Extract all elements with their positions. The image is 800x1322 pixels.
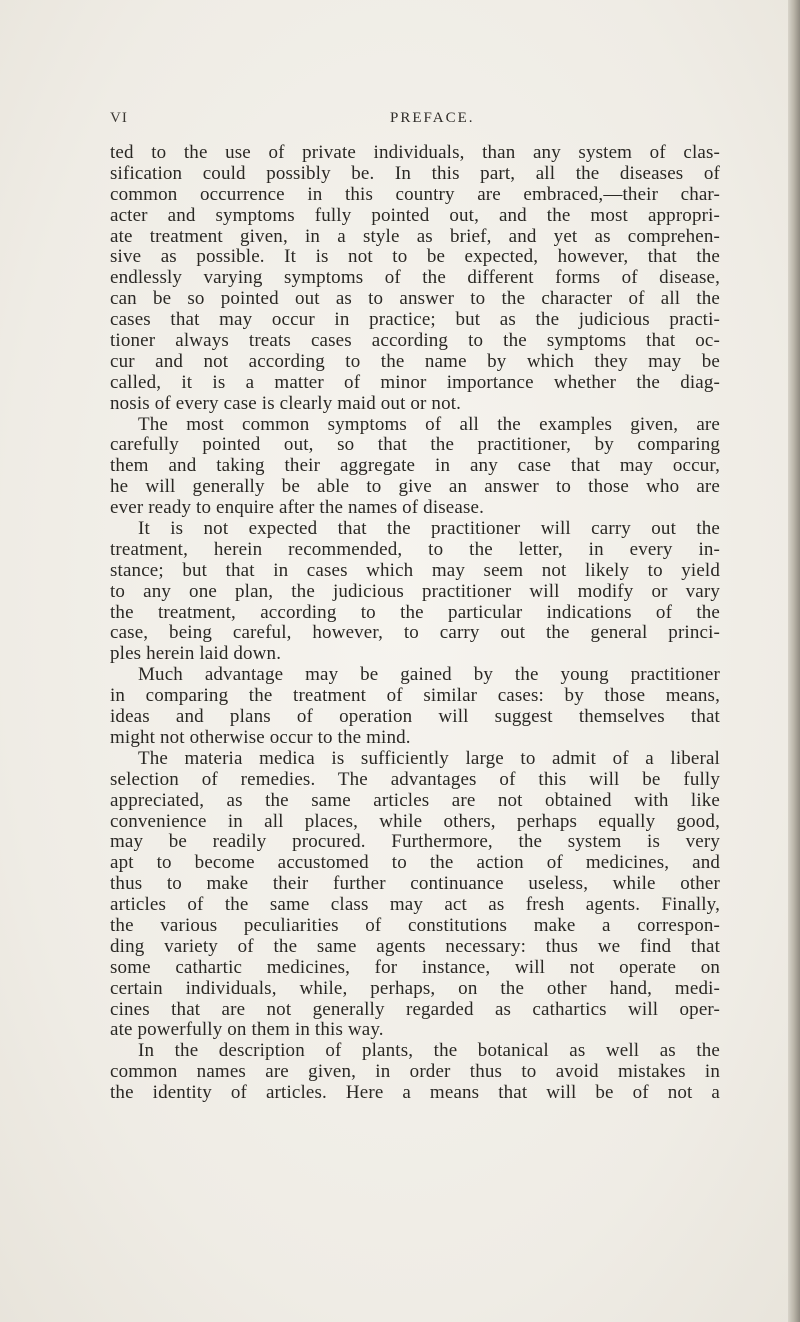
text-line: endlessly varying symptoms of the different forms of disease, xyxy=(110,267,720,289)
text-line: he will generally be able to give an answer to those who are xyxy=(110,476,720,498)
text-line: called, it is a matter of minor importance whether the diag- xyxy=(110,371,720,393)
text-line: ever ready to enquire after the names of disease. xyxy=(110,497,484,519)
page-edge-shadow xyxy=(788,0,800,1322)
text-line: some cathartic medicines, for instance, will not operate on xyxy=(110,956,720,978)
text-line: ples herein laid down. xyxy=(110,643,282,665)
text-line: them and taking their aggregate in any case that may occur, xyxy=(110,455,720,477)
text-line: cines that are not generally regarded as cathartics will oper- xyxy=(110,998,720,1020)
text-line: tioner always treats cases according to the symptoms that oc- xyxy=(110,330,720,352)
text-line: ding variety of the same agents necessary: thus we find that xyxy=(110,935,720,957)
page-number: VI xyxy=(110,110,128,126)
text-line: acter and symptoms fully pointed out, and the most appropri- xyxy=(110,204,720,226)
text-line: can be so pointed out as to answer to the character of all the xyxy=(110,288,720,310)
text-line: cur and not according to the name by which they may be xyxy=(110,350,720,372)
text-line: may be readily procured. Furthermore, the system is very xyxy=(110,831,720,853)
text-line: to any one plan, the judicious practitioner will modify or vary xyxy=(110,580,720,602)
text-line: sive as possible. It is not to be expected, however, that the xyxy=(110,246,720,268)
text-line: The materia medica is sufficiently large to admit of a liberal xyxy=(138,747,720,769)
text-line: thus to make their further continuance useless, while other xyxy=(110,873,720,895)
text-line: Much advantage may be gained by the young practitioner xyxy=(138,664,720,686)
text-line: convenience in all places, while others, perhaps equally good, xyxy=(110,810,720,832)
text-line: in comparing the treatment of similar cases: by those means, xyxy=(110,685,720,707)
text-line: In the description of plants, the botanical as well as the xyxy=(138,1040,720,1062)
text-line: carefully pointed out, so that the practitioner, by comparing xyxy=(110,434,720,456)
text-line: selection of remedies. The advantages of this will be fully xyxy=(110,768,720,790)
text-line: sification could possibly be. In this part, all the diseases of xyxy=(110,162,720,184)
text-line: common occurrence in this country are embraced,—their char- xyxy=(110,183,720,205)
text-line: The most common symptoms of all the examples given, are xyxy=(138,413,720,435)
text-line: apt to become accustomed to the action of medicines, and xyxy=(110,852,720,874)
text-line: might not otherwise occur to the mind. xyxy=(110,726,411,748)
text-line: the various peculiarities of constitutions make a correspon- xyxy=(110,914,720,936)
text-line: ted to the use of private individuals, than any system of clas- xyxy=(110,142,720,163)
text-line: ate powerfully on them in this way. xyxy=(110,1019,384,1041)
text-line: ate treatment given, in a style as brief, and yet as comprehen- xyxy=(110,225,720,247)
text-line: It is not expected that the practitioner will carry out the xyxy=(138,518,720,540)
text-line: nosis of every case is clearly maid out or not. xyxy=(110,392,462,414)
text-line: case, being careful, however, to carry out the general princi- xyxy=(110,622,720,644)
text-line: the treatment, according to the particular indications of the xyxy=(110,601,720,623)
running-head: PREFACE. xyxy=(390,110,475,126)
text-line: certain individuals, while, perhaps, on the other hand, medi- xyxy=(110,977,720,999)
text-line: articles of the same class may act as fresh agents. Finally, xyxy=(110,894,720,916)
body-text xyxy=(110,143,720,1104)
text-line: treatment, herein recommended, to the letter, in every in- xyxy=(110,538,720,560)
text-line: the identity of articles. Here a means that will be of not a xyxy=(110,1082,720,1104)
page-header xyxy=(110,110,720,132)
text-line: appreciated, as the same articles are not obtained with like xyxy=(110,789,720,811)
text-line: stance; but that in cases which may seem not likely to yield xyxy=(110,559,720,581)
text-line: ideas and plans of operation will suggest themselves that xyxy=(110,706,720,728)
text-line: cases that may occur in practice; but as the judicious practi- xyxy=(110,309,720,331)
text-line: common names are given, in order thus to avoid mistakes in xyxy=(110,1061,720,1083)
